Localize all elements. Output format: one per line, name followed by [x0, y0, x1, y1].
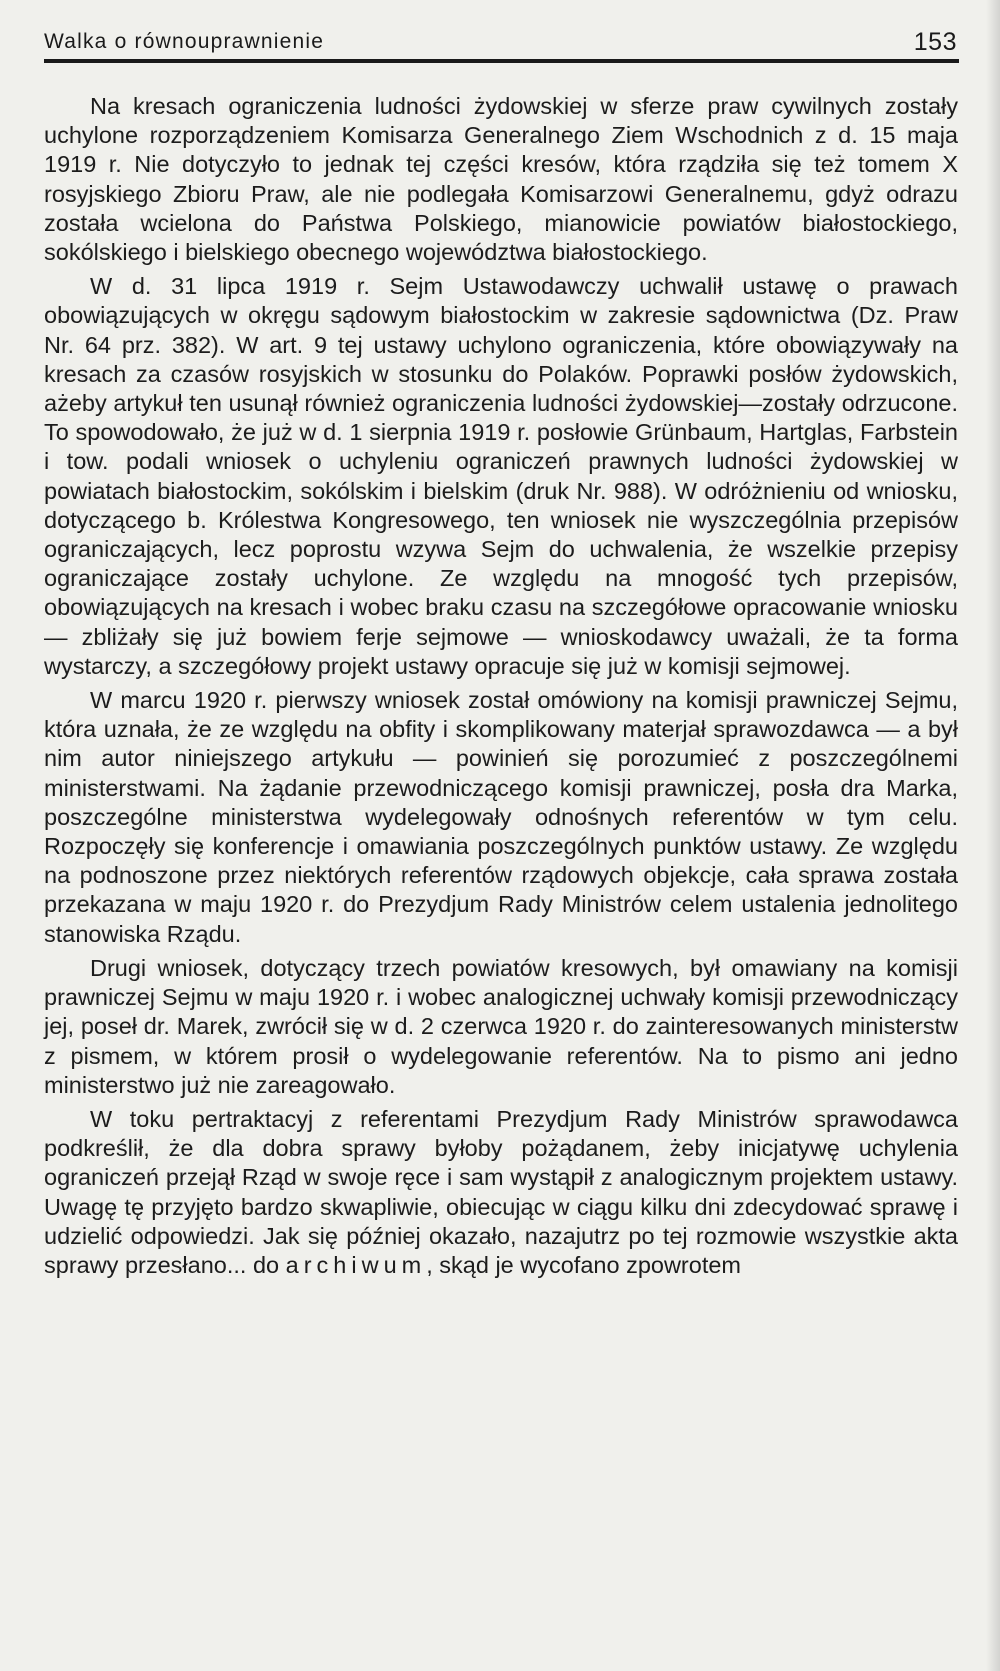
spaced-emphasis-word: archiwum [285, 1251, 427, 1278]
paragraph: Drugi wniosek, dotyczący trzech powiatów kresowych, był omawiany na komisji prawniczej Sejmu w maju 1920 r. i wobec analogicznej uchwały komisji przewodniczący jej, poseł dr. Marek, zwrócił się w d. 2 czerwca 1920 r. do zainteresowanych ministerstw z pismem, w którem prosił o wydelegowanie referentów. Na to pismo ani jedno ministerstwo już nie zareagowało. [44, 954, 958, 1098]
paragraph-last [44, 1105, 958, 1280]
paragraph-text-end: , skąd je wycofano zpowrotem [426, 1251, 742, 1278]
body-text [44, 92, 958, 1285]
page-binding-shadow [986, 0, 1000, 1671]
paragraph: W d. 31 lipca 1919 r. Sejm Ustawodawczy uchwalił ustawę o prawach obowiązujących w okręgu sądowym białostockim w zakresie sądownictwa (Dz. Praw Nr. 64 prz. 382). W art. 9 tej ustawy uchylono ograniczenia, które obowiązywały na kresach za czasów rosyjskich w stosunku do Polaków. Poprawki posłów żydowskich, ażeby artykuł ten usunął również ograniczenia ludności żydowskiej—zostały odrzucone. To spowodowało, że już w d. 1 sierpnia 1919 r. posłowie Grünbaum, Hartglas, Farbstein i tow. podali wniosek o uchyleniu ograniczeń prawnych ludności żydowskiej w powiatach białostockim, sokólskim i bielskim (druk Nr. 988). W odróżnieniu od wniosku, dotyczącego b. Królestwa Kongresowego, ten wniosek nie wyszczególnia przepisów ograniczających, lecz poprostu wzywa Sejm do uchwalenia, że wszelkie przepisy ograniczające zostały uchylone. Ze względu na mnogość tych przepisów, obowiązujących na kresach i wobec braku czasu na szczegółowe opracowanie wniosku — zbliżały się już bowiem ferje sejmowe — wnioskodawcy uważali, że ta forma wystarczy, a szczegółowy projekt ustawy opracuje się już w komisji sejmowej. [44, 273, 958, 679]
running-title: Walka o równouprawnienie [44, 30, 325, 53]
paragraph: W marcu 1920 r. pierwszy wniosek został omówiony na komisji prawniczej Sejmu, która uznała, że ze względu na obfity i skomplikowany materjał sprawozdawca — a był nim autor niniejszego artykułu — powinień się porozumieć z poszczególnemi ministerstwami. Na żądanie przewodniczącego komisji prawniczej, posła dra Marka, poszczególne ministerstwa wydelegowały odnośnych referentów w tym celu. Rozpoczęły się konferencje i omawiania poszczególnych punktów ustawy. Ze względu na podnoszone przez niektórych referentów rządowych objekcje, cała sprawa została przekazana w maju 1920 r. do Prezydjum Rady Ministrów celem ustalenia jednolitego stanowiska Rządu. [44, 687, 958, 947]
paragraph: Na kresach ograniczenia ludności żydowskiej w sferze praw cywilnych zostały uchylone rozporządzeniem Komisarza Generalnego Ziem Wschodnich z d. 15 maja 1919 r. Nie dotyczyło to jednak tej części kresów, która rządziła się też tomem X rosyjskiego Zbioru Praw, ale nie podlegała Komisarzowi Generalnemu, gdyż odrazu została wcielona do Państwa Polskiego, mianowicie powiatów białostockiego, sokólskiego i bielskiego obecnego województwa białostockiego. [44, 93, 958, 266]
paragraph-text: W toku pertraktacyj z referentami Prezydjum Rady Ministrów sprawodawca podkreślił, że dla dobra sprawy byłoby pożądanem, żeby inicjatywę uchylenia ograniczeń przejął Rząd w swoje ręce i sam wystąpił z analogicznym projektem ustawy. Uwagę tę przyjęto bardzo skwapliwie, obiecując w ciągu kilku dni zdecydować sprawę i udzielić odpowiedzi. Jak się później okazało, nazajutrz po tej rozmowie wszystkie akta sprawy przesłano... do [44, 1105, 958, 1278]
page-number: 153 [913, 28, 957, 56]
header-rule [44, 59, 959, 63]
